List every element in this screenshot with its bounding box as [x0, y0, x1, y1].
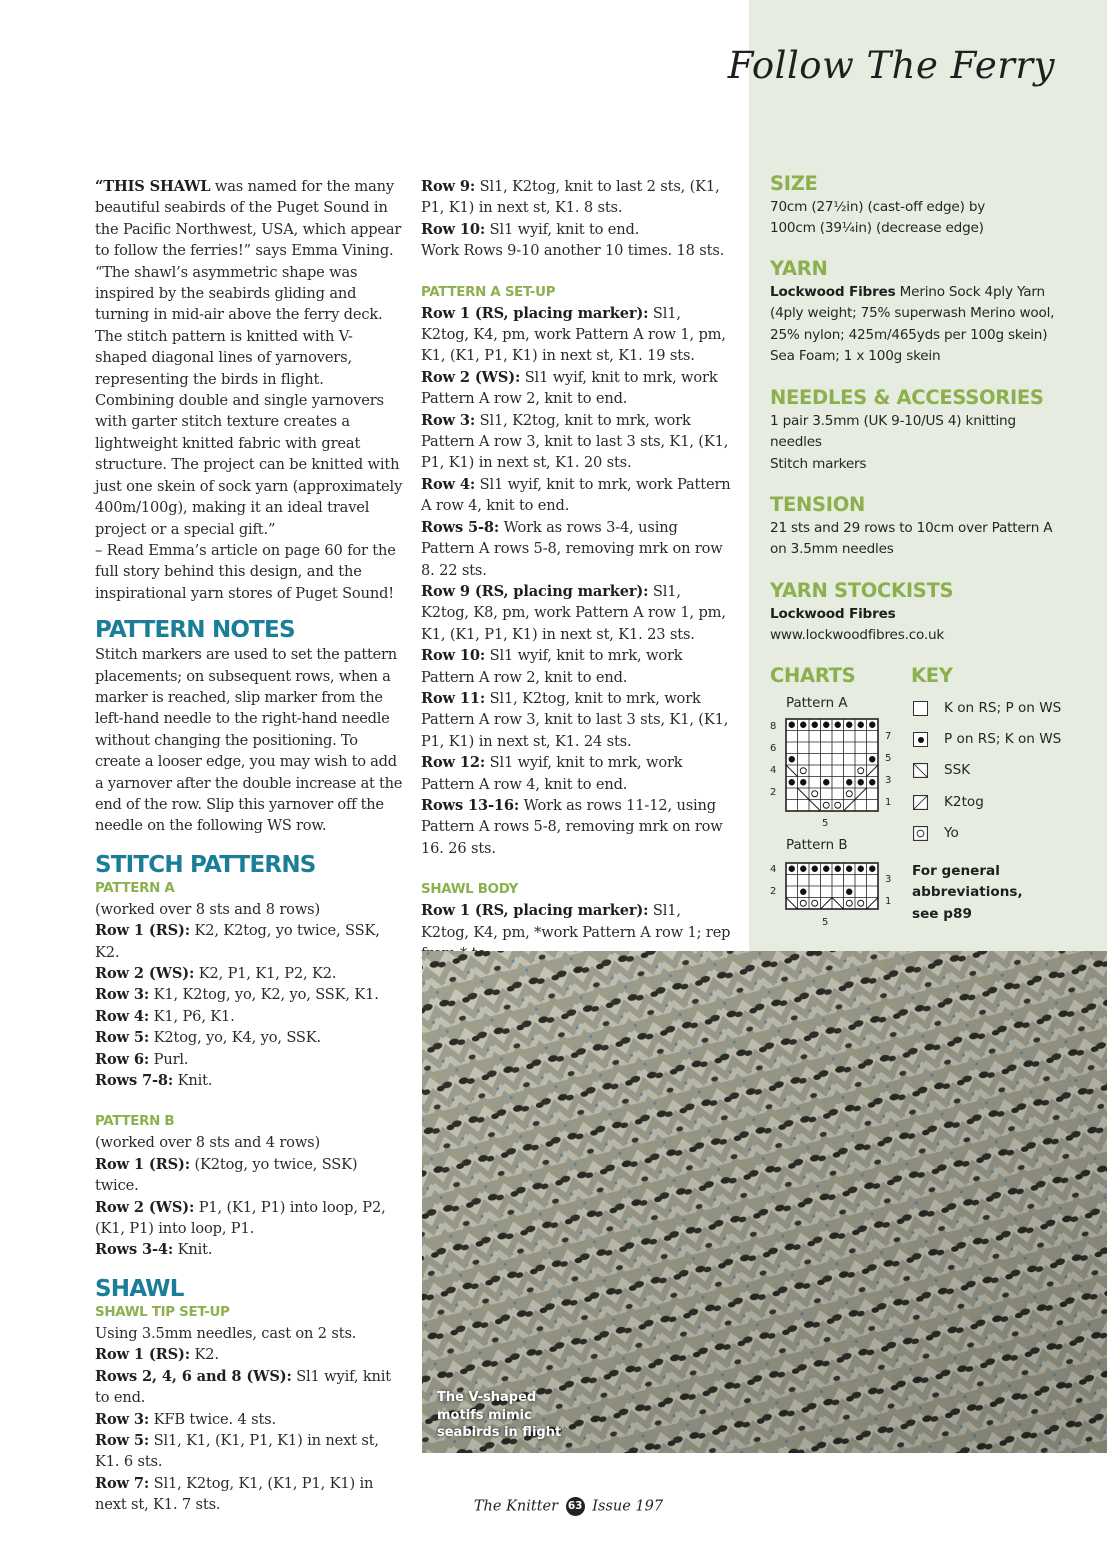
yarnover-symbol-icon	[913, 826, 928, 841]
row-label: Rows 7-8:	[95, 1072, 174, 1090]
row-label: Rows 5-8:	[421, 518, 500, 536]
instruction-row	[95, 1049, 403, 1070]
row-text: Knit.	[173, 1241, 213, 1259]
instruction-row	[95, 984, 403, 1005]
yarn-section	[770, 256, 1090, 368]
size-heading: SIZE	[770, 172, 818, 195]
row-text: Sl1, K2tog, K1, (K1, P1, K1) in next st, K1. 7 sts.	[95, 1474, 374, 1514]
row-label: Row 10:	[421, 647, 486, 665]
row-text: Sl1, K2tog, knit to last 2 sts, (K1, P1, K1) in next st, K1. 8 sts.	[421, 178, 720, 217]
row-text: Sl1, K2tog, K4, pm, work Pattern A row 1, pm, K1, (K1, P1, K1) in next st, K1. 19 sts.	[421, 304, 726, 365]
chart-b-row-num: 1	[885, 896, 892, 907]
instruction-row	[95, 1366, 403, 1409]
row-text: Sl1 wyif, knit to mrk, work Pattern A row 2, knit to end.	[421, 368, 718, 408]
instruction-row	[421, 367, 733, 410]
row-label: Row 2 (WS):	[95, 1198, 195, 1216]
row-text: Sl1 wyif, knit to end.	[485, 220, 640, 238]
needles-heading: NEEDLES & ACCESSORIES	[770, 386, 1044, 409]
row-text: Sl1 wyif, knit to mrk, work Pattern A row 4, knit to end.	[421, 754, 683, 793]
shawl-body-heading: SHAWL BODY	[421, 882, 519, 898]
photo-caption	[437, 1389, 561, 1442]
lace-swatch-photo	[422, 951, 1107, 1453]
instruction-row	[95, 1006, 403, 1027]
pattern-notes-text: Stitch markers are used to set the pattern placements; on subsequent rows, when a marker is reached, slip marker from the left-hand needle to the right-hand needle without changing the positioning. To create a looser edge, you may wish to add a yarnover after the double increase at the end of the row. Slip this yarnover off the needle on the following WS row.	[95, 646, 403, 835]
instruction-row	[95, 1409, 403, 1430]
row-text: KFB twice. 4 sts.	[149, 1410, 277, 1428]
row-text: K2tog, yo, K4, yo, SSK.	[149, 1029, 322, 1047]
pattern-a-setup-rows	[421, 303, 733, 860]
needles-line-1: 1 pair 3.5mm (UK 9-10/US 4) knitting needles	[770, 413, 1016, 451]
row-text: K2, P1, K1, P2, K2.	[194, 965, 337, 982]
chart-a-row-num: 3	[885, 775, 892, 786]
row-label: Row 5:	[95, 1431, 150, 1449]
chart-a-row-num: 5	[885, 753, 892, 764]
stockist-brand: Lockwood Fibres	[770, 606, 896, 622]
tension-heading: TENSION	[770, 493, 866, 516]
instruction-row	[95, 1197, 403, 1240]
charts-heading: CHARTS	[770, 664, 856, 687]
issue-number: Issue 197	[592, 1498, 664, 1515]
key-label: K2tog	[944, 794, 984, 810]
row-text: K1, P6, K1.	[149, 1007, 235, 1025]
row-text: Sl1 wyif, knit to mrk, work Pattern A row 2, knit to end.	[421, 647, 683, 686]
ssk-symbol-icon	[913, 763, 928, 778]
row-text: K1, K2tog, yo, K2, yo, SSK, K1.	[149, 986, 379, 1004]
row-label: Row 1 (RS):	[95, 1155, 190, 1173]
instruction-row	[95, 963, 403, 984]
row-text: Sl1, K1, (K1, P1, K1) in next st, K1. 6 sts.	[95, 1431, 379, 1471]
pattern-a-setup-heading: PATTERN A SET-UP	[421, 284, 556, 300]
key-label: Yo	[944, 825, 959, 841]
pattern-a-rows	[95, 920, 403, 1091]
row-label: Row 1 (RS):	[95, 1346, 190, 1364]
chart-b-row-num: 3	[885, 874, 892, 885]
row-label: Row 11:	[421, 689, 486, 707]
caption-line: seabirds in flight	[437, 1425, 562, 1440]
abbreviations-note	[912, 861, 1023, 925]
row-text: Purl.	[149, 1050, 189, 1068]
chart-a-row-num: 7	[885, 731, 892, 742]
shawl-tip-rows-continued	[421, 176, 733, 240]
row-text: Sl1, K2tog, knit to mrk, work Pattern A row 3, knit to last 3 sts, K1, (K1, P1, K1) in next st, K1. 20 sts.	[421, 411, 729, 472]
key-label: P on RS; K on WS	[944, 731, 1062, 747]
intro-paragraph	[95, 176, 403, 540]
pattern-b-rows	[95, 1154, 403, 1261]
row-label: Row 4:	[421, 475, 476, 493]
needles-line-2: Stitch markers	[770, 455, 867, 472]
pattern-b-chart	[785, 862, 879, 910]
instruction-row	[421, 303, 733, 367]
stockists-heading: YARN STOCKISTS	[770, 579, 954, 602]
empty-square-icon	[913, 701, 928, 716]
row-text: P1, (K1, P1) into loop, P2, (K1, P1) into loop, P1.	[95, 1198, 386, 1238]
pattern-a-intro: (worked over 8 sts and 8 rows)	[95, 900, 321, 918]
row-text: Work as rows 3-4, using Pattern A rows 5-8, removing mrk on row 8. 22 sts.	[421, 518, 723, 579]
instruction-row	[421, 219, 733, 240]
chart-a-row-num: 2	[770, 787, 777, 798]
shawl-tip-rows	[95, 1344, 403, 1515]
chart-a-row-num: 4	[770, 765, 777, 776]
page-title: Follow The Ferry	[727, 44, 1055, 87]
pattern-notes-heading: PATTERN NOTES	[95, 617, 295, 644]
size-text: 70cm (27½in) (cast-off edge) by 100cm (39¼in) (decrease edge)	[770, 199, 986, 237]
row-text: K2, K2tog, yo twice, SSK, K2.	[95, 922, 380, 961]
row-text: Knit.	[173, 1072, 213, 1090]
chart-a-row-num: 6	[770, 743, 777, 754]
instruction-row	[421, 752, 733, 795]
pattern-b-chart-label: Pattern B	[786, 838, 848, 853]
row-label: Row 10:	[421, 220, 486, 238]
needles-section	[770, 385, 1090, 475]
pattern-b-heading: PATTERN B	[95, 1114, 175, 1130]
magazine-name: The Knitter	[473, 1498, 559, 1515]
shawl-tip-intro: Using 3.5mm needles, cast on 2 sts.	[95, 1324, 357, 1342]
row-text: Sl1, K2tog, knit to mrk, work Pattern A row 3, knit to last 3 sts, K1, (K1, P1, K1) in next st, K1. 24 sts.	[421, 689, 729, 750]
tension-section	[770, 492, 1090, 561]
row-text: Sl1, K2tog, K8, pm, work Pattern A row 1, pm, K1, (K1, P1, K1) in next st, K1. 23 sts.	[421, 582, 726, 643]
yarn-text	[770, 282, 1070, 368]
row-text: Sl1 wyif, knit to end.	[95, 1367, 392, 1407]
pattern-a-chart-label: Pattern A	[786, 696, 848, 711]
row-label: Rows 3-4:	[95, 1241, 174, 1259]
row-text: Sl1, K2tog, K4, pm, *work Pattern A row 1; rep	[421, 902, 731, 941]
row-label: Row 12:	[421, 754, 486, 772]
instruction-row	[421, 581, 733, 645]
intro-lead: “THIS SHAWL	[95, 178, 211, 195]
k2tog-symbol-icon	[913, 795, 928, 810]
chart-b-col-num: 5	[822, 917, 829, 928]
size-section	[770, 171, 1090, 240]
chart-b-row-num: 4	[770, 864, 777, 875]
tension-text: 21 sts and 29 rows to 10cm over Pattern A on 3.5mm needles	[770, 520, 1053, 558]
row-label: Row 2 (WS):	[95, 965, 195, 982]
lace-texture-image	[422, 951, 1107, 1453]
instruction-row	[95, 1070, 403, 1091]
row-label: Rows 2, 4, 6 and 8 (WS):	[95, 1367, 292, 1385]
key-label: SSK	[944, 762, 971, 778]
yarn-details: Merino Sock 4ply Yarn (4ply weight; 75% superwash Merino wool, 25% nylon; 425m/465yds per 100g skein) Sea Foam; 1 x 100g skein	[770, 284, 1055, 365]
instruction-row	[421, 795, 733, 859]
row-label: Row 6:	[95, 1050, 150, 1068]
chart-a-row-num: 1	[885, 797, 892, 808]
row-label: Row 3:	[421, 411, 476, 429]
key-heading: KEY	[911, 664, 953, 687]
stockist-name	[770, 604, 1090, 625]
stitch-patterns-heading: STITCH PATTERNS	[95, 851, 316, 878]
instruction-row	[95, 1430, 403, 1473]
row-label: Row 7:	[95, 1474, 150, 1492]
instruction-row	[421, 176, 733, 219]
caption-line: motifs mimic	[437, 1407, 532, 1423]
chart-b-row-num: 2	[770, 886, 777, 897]
instruction-row	[95, 1027, 403, 1048]
instruction-row	[95, 1344, 403, 1365]
instruction-row	[95, 1239, 403, 1260]
instruction-row	[421, 645, 733, 688]
caption-line: The V-shaped	[437, 1390, 537, 1405]
shawl-heading: SHAWL	[95, 1275, 184, 1302]
instruction-row	[421, 688, 733, 752]
row-text: Sl1 wyif, knit to mrk, work Pattern A row 4, knit to end.	[421, 475, 731, 515]
row-label: Row 3:	[95, 1410, 150, 1428]
yarn-heading: YARN	[770, 257, 828, 280]
row-label: Row 1 (RS, placing marker):	[421, 902, 649, 920]
intro-note: – Read Emma’s article on page 60 for the full story behind this design, and the inspirational yarn stores of Puget Sound!	[95, 541, 396, 602]
instruction-row	[421, 474, 733, 517]
chart-a-col-num: 5	[822, 818, 829, 829]
instruction-row	[421, 517, 733, 581]
row-label: Row 2 (WS):	[421, 368, 521, 386]
row-label: Row 9 (RS, placing marker):	[421, 582, 649, 600]
instruction-row	[95, 920, 403, 963]
stockist-url: www.lockwoodfibres.co.uk	[770, 627, 945, 644]
shawl-tip-heading: SHAWL TIP SET-UP	[95, 1304, 230, 1320]
row-label: Rows 13-16:	[421, 796, 520, 814]
pattern-a-heading: PATTERN A	[95, 880, 175, 896]
left-column	[95, 176, 403, 1516]
intro-text: was named for the many beautiful seabirds of the Puget Sound in the Pacific Northwest, USA, which appear to follow the ferries!” says Emma Vining. “The shawl’s asymmetric shape was inspired by the seabirds gliding and turning in mid-air above the ferry deck. The stitch pattern is knitted with V-shaped diagonal lines of yarnovers, representing the birds in flight. Combining double and single yarnovers with garter stitch texture creates a lightweight knitted fabric with great structure. The project can be knitted with just one skein of sock yarn (approximately 400m/100g), making it an ideal travel project or a special gift.”	[95, 178, 403, 538]
shawl-tip-repeat: Work Rows 9-10 another 10 times. 18 sts.	[421, 242, 725, 260]
row-label: Row 5:	[95, 1029, 150, 1047]
stockists-section	[770, 578, 1090, 647]
row-label: Row 9:	[421, 178, 476, 195]
row-text: (K2tog, yo twice, SSK) twice.	[95, 1155, 358, 1195]
dot-square-icon	[913, 732, 928, 747]
yarn-brand: Lockwood Fibres	[770, 284, 896, 300]
key-label: K on RS; P on WS	[944, 700, 1062, 716]
instruction-row	[421, 410, 733, 474]
note-line: abbreviations,	[912, 884, 1023, 901]
note-line: see p89	[912, 905, 972, 922]
row-label: Row 1 (RS, placing marker):	[421, 304, 649, 322]
page-number: 63	[566, 1497, 585, 1516]
row-text: Work as rows 11-12, using Pattern A rows 5-8, removing mrk on row 16. 26 sts.	[421, 796, 723, 857]
page-footer	[0, 1497, 1107, 1516]
pattern-b-intro: (worked over 8 sts and 4 rows)	[95, 1134, 321, 1152]
note-line: For general	[912, 863, 1000, 879]
chart-a-row-num: 8	[770, 721, 777, 732]
row-text: K2.	[189, 1346, 219, 1364]
pattern-a-chart	[785, 718, 879, 812]
row-label: Row 1 (RS):	[95, 922, 190, 940]
row-label: Row 4:	[95, 1007, 150, 1025]
row-label: Row 3:	[95, 986, 150, 1004]
middle-column	[421, 176, 733, 965]
instruction-row	[95, 1154, 403, 1197]
